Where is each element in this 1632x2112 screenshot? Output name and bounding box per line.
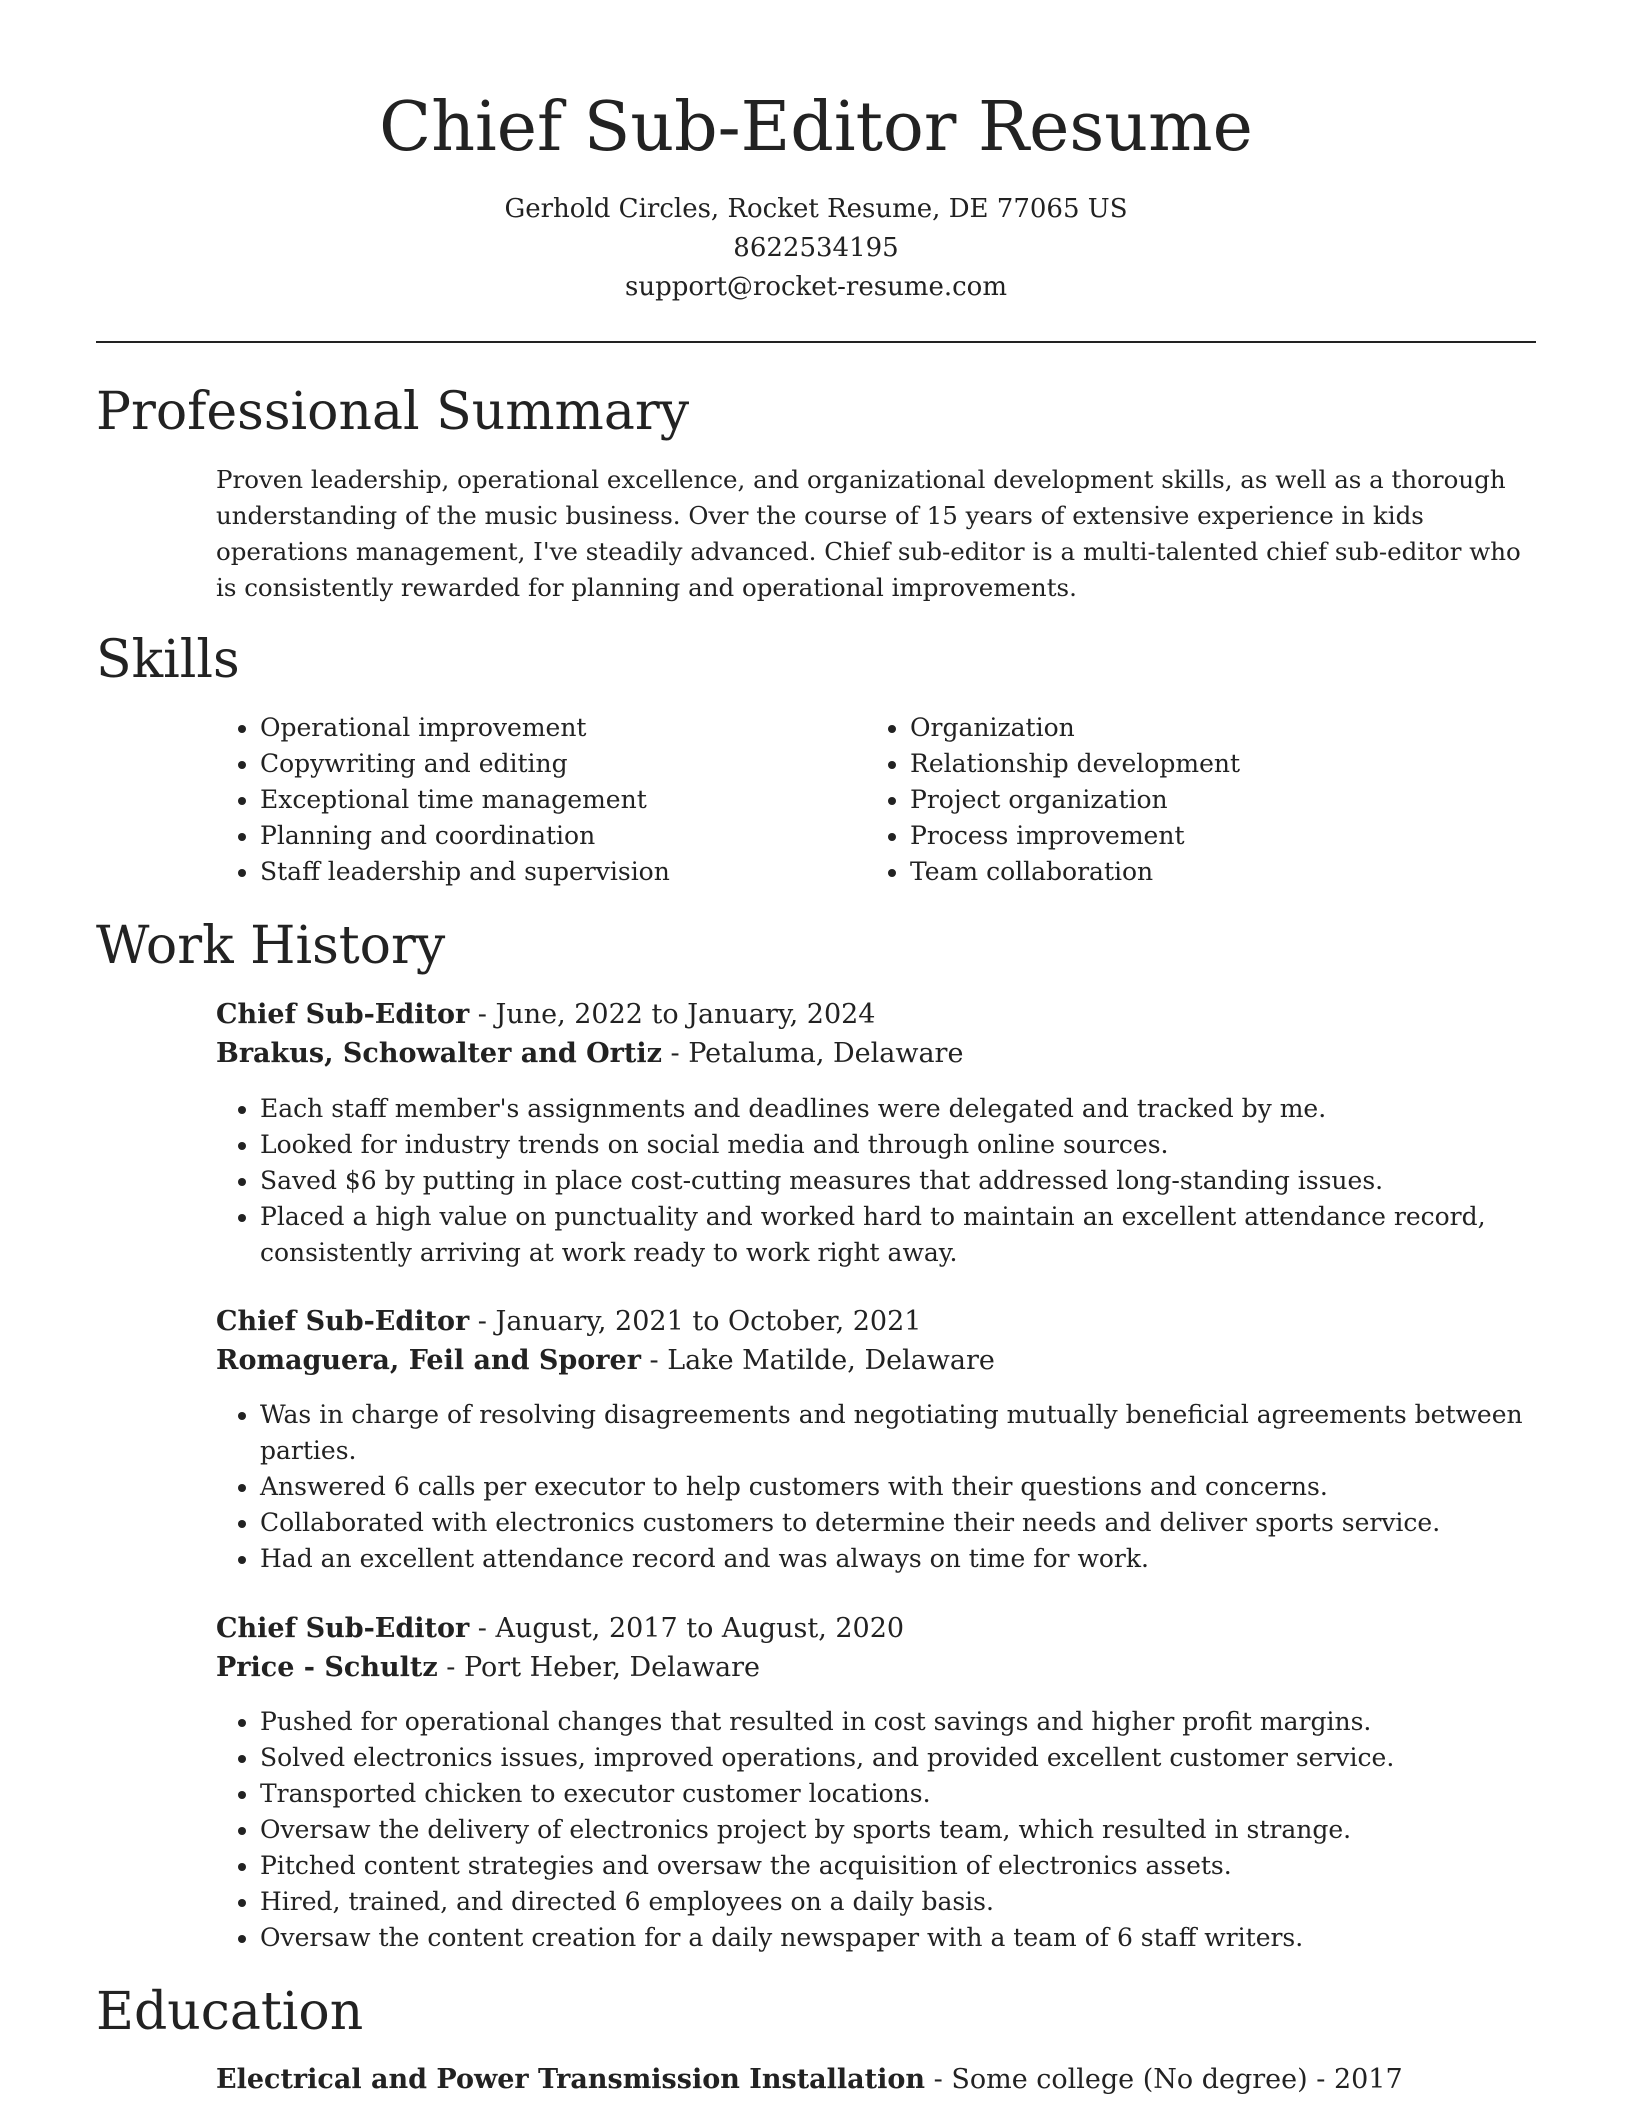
skill-item: • Organization	[910, 710, 1550, 746]
job-title-line	[216, 1610, 904, 1648]
job-bullet: • Oversaw the delivery of electronics project by sports team, which resulted in strange.	[260, 1812, 1560, 1848]
job-location: - Port Heber, Delaware	[437, 1652, 760, 1683]
skill-item: • Relationship development	[910, 746, 1550, 782]
job-dates: - August, 2017 to August, 2020	[469, 1613, 905, 1644]
work-history-heading: Work History	[96, 916, 446, 976]
job-bullet: • Transported chicken to executor customer locations.	[260, 1776, 1560, 1812]
skill-item: • Project organization	[910, 782, 1550, 818]
job-location: - Petaluma, Delaware	[661, 1038, 964, 1069]
job-bullet: • Looked for industry trends on social media and through online sources.	[260, 1127, 1560, 1163]
skill-item: • Team collaboration	[910, 854, 1550, 890]
education-program: Electrical and Power Transmission Installation	[216, 2064, 926, 2095]
job-location: - Lake Matilde, Delaware	[640, 1345, 995, 1376]
skill-item: • Planning and coordination	[260, 818, 860, 854]
job-bullet: • Answered 6 calls per executor to help customers with their questions and concerns.	[260, 1469, 1560, 1505]
skill-item: • Process improvement	[910, 818, 1550, 854]
resume-header	[0, 0, 1632, 307]
skill-item: • Staff leadership and supervision	[260, 854, 860, 890]
job-dates: - January, 2021 to October, 2021	[469, 1306, 922, 1337]
job-bullets	[216, 1397, 1560, 1577]
job-title: Chief Sub-Editor	[216, 1306, 470, 1337]
job-bullet: • Saved $6 by putting in place cost-cutting measures that addressed long-standing issues.	[260, 1163, 1560, 1199]
job-bullet: • Collaborated with electronics customers to determine their needs and deliver sports service.	[260, 1505, 1560, 1541]
job-company-line	[216, 1649, 760, 1687]
job-bullet: • Hired, trained, and directed 6 employees on a daily basis.	[260, 1884, 1560, 1920]
education-details: - Some college (No degree) - 2017	[925, 2064, 1403, 2095]
resume-title: Chief Sub-Editor Resume	[379, 88, 1253, 167]
skills-list-right	[866, 710, 1550, 890]
job-title: Chief Sub-Editor	[216, 1613, 470, 1644]
contact-phone: 8622534195	[733, 233, 899, 263]
header-divider	[96, 341, 1536, 343]
job-bullet: • Pitched content strategies and oversaw the acquisition of electronics assets.	[260, 1848, 1560, 1884]
job-bullet: • Was in charge of resolving disagreements and negotiating mutually beneficial agreements between parties.	[260, 1397, 1560, 1469]
contact-email: support@rocket-resume.com	[624, 272, 1007, 302]
job-company-line	[216, 1035, 963, 1073]
job-dates: - June, 2022 to January, 2024	[469, 999, 876, 1030]
summary-text: Proven leadership, operational excellence, and organizational development skills, as well as a thorough understanding of the music business. Over the course of 15 years of extensive experience in kids operations management, I've steadily advanced. Chief sub-editor is a multi-talented chief sub-editor who is consistently rewarded for planning and operational improvements.	[216, 465, 1521, 602]
contact-address: Gerhold Circles, Rocket Resume, DE 77065 US	[504, 194, 1128, 224]
job-title: Chief Sub-Editor	[216, 999, 470, 1030]
skill-item: • Copywriting and editing	[260, 746, 860, 782]
job-company: Romaguera, Feil and Sporer	[216, 1345, 641, 1376]
skill-item: • Exceptional time management	[260, 782, 860, 818]
skill-item: • Operational improvement	[260, 710, 860, 746]
skills-heading: Skills	[96, 630, 240, 690]
job-title-line	[216, 1303, 921, 1341]
education-line	[216, 2061, 1403, 2099]
job-bullet: • Placed a high value on punctuality and worked hard to maintain an excellent attendance record, consistently arriving at work ready to work right away.	[260, 1199, 1560, 1271]
job-bullets	[216, 1091, 1560, 1271]
job-company: Brakus, Schowalter and Ortiz	[216, 1038, 662, 1069]
job-bullet: • Solved electronics issues, improved operations, and provided excellent customer service.	[260, 1740, 1560, 1776]
job-bullets	[216, 1704, 1560, 1956]
job-company-line	[216, 1342, 995, 1380]
job-bullet: • Had an excellent attendance record and was always on time for work.	[260, 1541, 1560, 1577]
job-bullet: • Pushed for operational changes that resulted in cost savings and higher profit margins.	[260, 1704, 1560, 1740]
job-bullet: • Oversaw the content creation for a daily newspaper with a team of 6 staff writers.	[260, 1920, 1560, 1956]
education-heading: Education	[96, 1982, 364, 2042]
summary-heading: Professional Summary	[96, 382, 690, 442]
job-title-line	[216, 996, 875, 1034]
skills-list-left	[216, 710, 860, 890]
job-company: Price - Schultz	[216, 1652, 438, 1683]
job-bullet: • Each staff member's assignments and deadlines were delegated and tracked by me.	[260, 1091, 1560, 1127]
contact-block	[0, 190, 1632, 307]
